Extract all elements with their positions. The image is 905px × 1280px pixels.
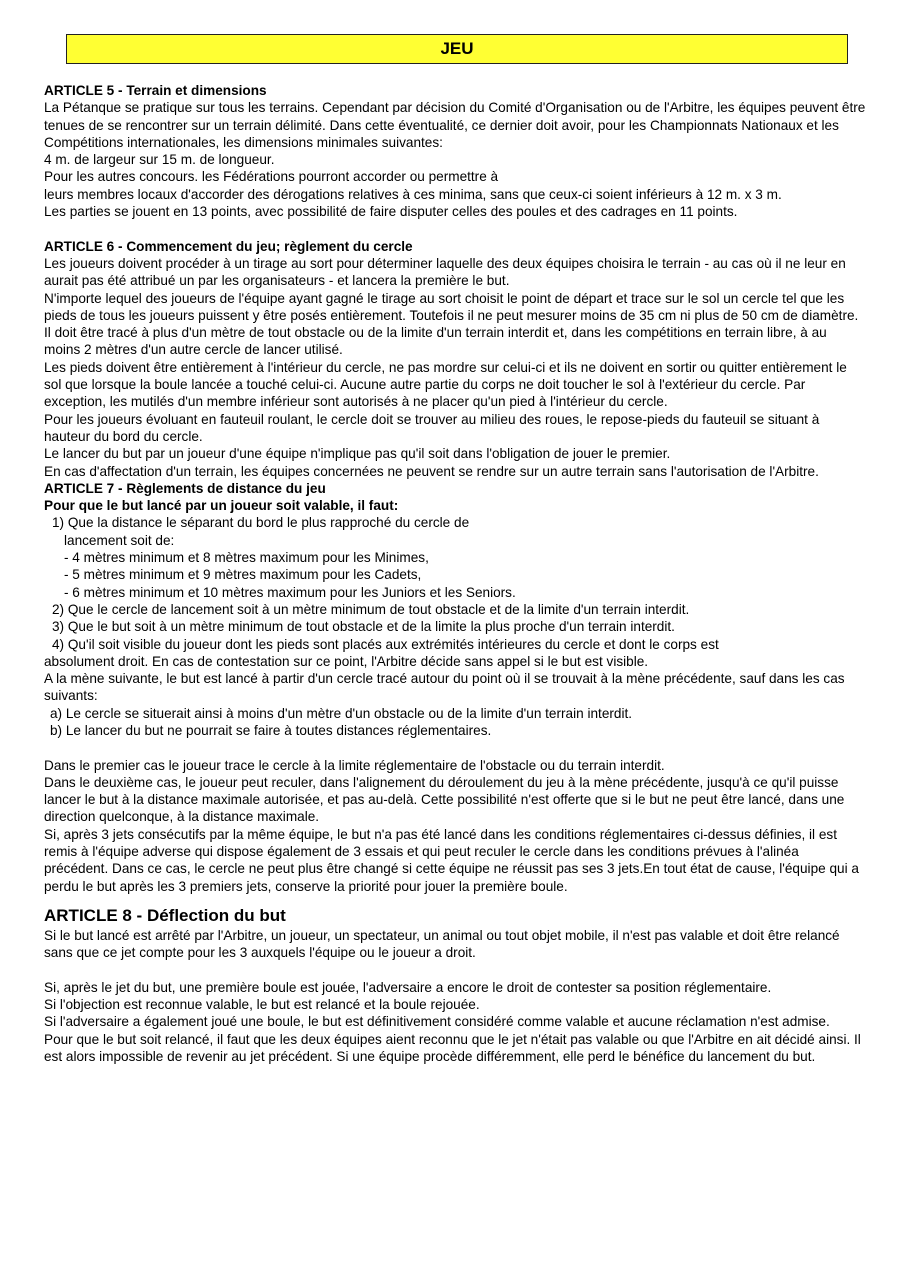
article-8-para: Si, après le jet du but, une première boule est jouée, l'adversaire a encore le droit de contester sa position réglementaire. [44,979,772,995]
article-5-para: Les parties se jouent en 13 points, avec possibilité de faire disputer celles des poules et des cadrages en 11 points. [44,204,738,220]
article-7-para: A la mène suivante, le but est lancé à partir d'un cercle tracé autour du point où il se trouvait à la mène précédente, sauf dans les cas suivants: [44,671,845,704]
distance-item: - 6 mètres minimum et 10 mètres maximum pour les Juniors et les Seniors. [64,584,516,600]
spacer [44,962,866,979]
section-banner [66,34,848,64]
condition-1-cont: lancement soit de: [64,532,175,548]
article-7-title: ARTICLE 7 - Règlements de distance du jeu [44,480,326,496]
article-6-para: En cas d'affectation d'un terrain, les équipes concernées ne peuvent se rendre sur un autre terrain sans l'autorisation de l'Arbitre. [44,463,819,479]
article-6-para: Pour les joueurs évoluant en fauteuil roulant, le cercle doit se trouver au milieu des roues, le repose-pieds du fauteuil se situant à hauteur du bord du cercle. [44,411,820,444]
document-body [44,82,866,1065]
article-7-subtitle: Pour que le but lancé par un joueur soit valable, il faut: [44,498,399,514]
case-a: a) Le cercle se situerait ainsi à moins d'un mètre d'un obstacle ou de la limite d'un terrain interdit. [50,705,633,721]
article-7-para: Si, après 3 jets consécutifs par la même équipe, le but n'a pas été lancé dans les conditions réglementaires ci-dessus définies, il est remis à l'équipe adverse qui dispose également de 3 essais et qui peut reculer le cercle dans les conditions prévues à l'alinéa précédent. Dans ce cas, le cercle ne peut plus être changé si cette équipe ne réussit pas ses 3 jets.En tout état de cause, l'équipe qui a perdu le but après les 3 premiers jets, conserve la priorité pour jouer la première boule. [44,826,859,894]
article-6-title: ARTICLE 6 - Commencement du jeu; règlement du cercle [44,238,413,254]
article-6-para: Les pieds doivent être entièrement à l'intérieur du cercle, ne pas mordre sur celui-ci et ils ne doivent en sortir ou quitter entièrement le sol que lorsque la boule lancée a touché celui-ci. Aucune autre partie du corps ne doit toucher le sol à l'extérieur du cercle. Par exception, les mutilés d'un membre inférieur sont autorisés à ne placer qu'un pied à l'intérieur du cercle. [44,359,847,410]
distance-item: - 4 mètres minimum et 8 mètres maximum pour les Minimes, [64,550,429,566]
article-5-para: leurs membres locaux d'accorder des dérogations relatives à ces minima, sans que ceux-ci soient inférieurs à 12 m. x 3 m. [44,186,782,202]
spacer [44,895,866,905]
spacer [44,739,866,756]
article-8-para: Si l'objection est reconnue valable, le but est relancé et la boule rejouée. [44,997,480,1013]
article-6-para: Le lancer du but par un joueur d'une équipe n'implique pas qu'il soit dans l'obligation de jouer le premier. [44,446,671,462]
spacer [44,220,866,237]
article-5-title: ARTICLE 5 - Terrain et dimensions [44,83,267,98]
article-6-para: N'importe lequel des joueurs de l'équipe ayant gagné le tirage au sort choisit le point de départ et trace sur le sol un cercle tel que les pieds de tous les joueurs puissent y être posés entièrement. Toutefois il ne peut mesurer moins de 35 cm ni plus de 50 cm de diamètre. Il doit être tracé à plus d'un mètre de tout obstacle ou de la limite d'un terrain interdit et, dans les compétitions en terrain libre, à au moins 2 mètres d'un autre cercle de lancer utilisé. [44,290,859,358]
article-5-para: Pour les autres concours. les Fédérations pourront accorder ou permettre à [44,169,499,185]
article-8-para: Si l'adversaire a également joué une boule, le but est définitivement considéré comme valable et aucune réclamation n'est admise. [44,1014,830,1030]
article-8-title: ARTICLE 8 - Déflection du but [44,905,286,925]
article-5-para: La Pétanque se pratique sur tous les terrains. Cependant par décision du Comité d'Organisation ou de l'Arbitre, les équipes peuvent être tenues de se rencontrer sur un terrain délimité. Dans cette éventualité, ce dernier doit avoir, pour les Championnats Nationaux et les Compétitions internationales, les dimensions minimales suivantes: [44,100,866,150]
condition-3: 3) Que le but soit à un mètre minimum de tout obstacle et de la limite la plus proche d'un terrain interdit. [52,619,675,635]
condition-4-cont: absolument droit. En cas de contestation sur ce point, l'Arbitre décide sans appel si le but est visible. [44,653,649,669]
banner-title: JEU [440,39,474,58]
condition-4: 4) Qu'il soit visible du joueur dont les pieds sont placés aux extrémités intérieures du cercle et dont le corps est [52,636,719,652]
article-6-para: Les joueurs doivent procéder à un tirage au sort pour déterminer laquelle des deux équipes choisira le terrain - au cas où il ne leur en aurait pas été attribué un par les organisateurs - et lancera la première le but. [44,255,846,289]
condition-1: 1) Que la distance le séparant du bord le plus rapproché du cercle de [52,515,470,531]
condition-2: 2) Que le cercle de lancement soit à un mètre minimum de tout obstacle et de la limite d'un terrain interdit. [52,601,690,617]
article-8-para: Si le but lancé est arrêté par l'Arbitre, un joueur, un spectateur, un animal ou tout objet mobile, il n'est pas valable et doit être relancé sans que ce jet compte pour les 3 auxquels l'équipe ou le joueur a droit. [44,927,840,961]
case-b: b) Le lancer du but ne pourrait se faire à toutes distances réglementaires. [50,722,492,738]
article-7-para: Dans le premier cas le joueur trace le cercle à la limite réglementaire de l'obstacle ou du terrain interdit. [44,757,665,773]
article-5-para: 4 m. de largeur sur 15 m. de longueur. [44,152,275,168]
article-7-para: Dans le deuxième cas, le joueur peut reculer, dans l'alignement du déroulement du jeu à la mène précédente, jusqu'à ce qu'il puisse lancer le but à la distance maximale autorisée, et pas au-delà. Cette possibilité n'est offerte que si le but ne peut être lancé, dans une direction quelconque, à la distance maximale. [44,774,845,825]
distance-item: - 5 mètres minimum et 9 mètres maximum pour les Cadets, [64,567,422,583]
article-8-para: Pour que le but soit relancé, il faut que les deux équipes aient reconnu que le jet n'était pas valable ou que l'Arbitre en ait décidé ainsi. Il est alors impossible de revenir au jet précédent. Si une équipe procède différemment, elle perd le bénéfice du lancement du but. [44,1031,861,1065]
